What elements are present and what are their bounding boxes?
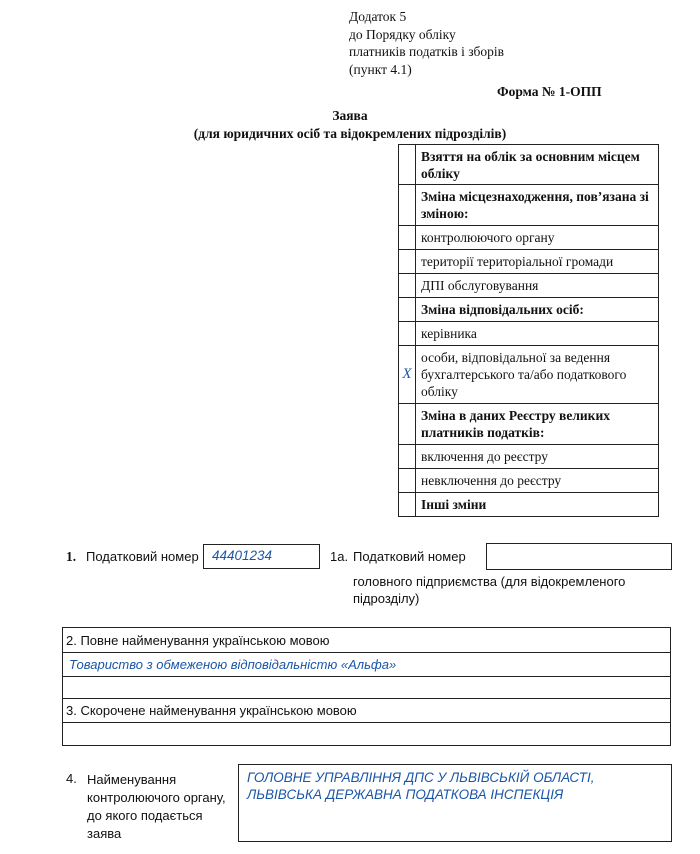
option-checkbox[interactable] xyxy=(399,185,416,226)
form-subtitle: (для юридичних осіб та відокремлених підрозділів) xyxy=(193,126,507,141)
field4-label-3: до якого подається xyxy=(87,808,203,823)
option-label: ДПІ обслуговування xyxy=(416,274,659,298)
tax-number-field[interactable] xyxy=(203,544,320,569)
option-label: включення до реєстру xyxy=(416,445,659,469)
option-label: керівника xyxy=(416,322,659,346)
option-checkbox[interactable] xyxy=(399,493,416,517)
field1-label: Податковий номер xyxy=(86,549,199,564)
appendix-line-3: платників податків і зборів xyxy=(349,44,505,59)
form-title: Заява xyxy=(332,108,368,123)
option-checkbox[interactable] xyxy=(399,322,416,346)
short-name-field[interactable] xyxy=(62,722,671,746)
field3-label-row xyxy=(62,698,671,723)
appendix-line-4: (пункт 4.1) xyxy=(349,61,412,77)
option-checkbox[interactable] xyxy=(399,274,416,298)
field3-label: 3. Скорочене найменування українською мовою xyxy=(66,703,357,718)
full-name-field[interactable] xyxy=(62,652,671,677)
tax-number-value: 44401234 xyxy=(212,548,273,563)
option-label: Зміна в даних Реєстру великих платників податків: xyxy=(416,404,659,445)
field4-label-4: заява xyxy=(87,826,122,841)
field1-number: 1. xyxy=(66,549,77,564)
option-row xyxy=(399,145,659,185)
head-tax-number-field[interactable] xyxy=(486,543,672,570)
option-label: Інші зміни xyxy=(416,493,659,517)
field4-number: 4. xyxy=(66,771,77,786)
field4-label xyxy=(87,771,226,843)
option-label: особи, відповідальної за ведення бухгалтерського та/або податкового обліку xyxy=(416,346,659,404)
appendix-line-2: до Порядку обліку xyxy=(349,26,456,42)
change-type-table xyxy=(398,144,659,517)
option-checkbox[interactable]: X xyxy=(399,346,416,404)
field1a-label: Податковий номер xyxy=(353,549,466,564)
field1a-note-2: підрозділу) xyxy=(353,591,420,606)
option-row xyxy=(399,250,659,274)
field1a-number: 1а. xyxy=(330,549,349,564)
field4-label-2: контролюючого органу, xyxy=(87,790,226,805)
option-row xyxy=(399,404,659,445)
option-checkbox[interactable] xyxy=(399,469,416,493)
option-checkbox[interactable] xyxy=(399,404,416,445)
option-row xyxy=(399,226,659,250)
option-label: території територіальної громади xyxy=(416,250,659,274)
field2-label: 2. Повне найменування українською мовою xyxy=(66,633,330,648)
tax-authority-value xyxy=(247,769,594,803)
field4-label-1: Найменування xyxy=(87,772,177,787)
option-label: Взяття на облік за основним місцем обліку xyxy=(416,145,659,185)
option-checkbox[interactable] xyxy=(399,226,416,250)
option-row xyxy=(399,185,659,226)
tax-authority-field[interactable] xyxy=(238,764,672,842)
option-row xyxy=(399,274,659,298)
form-number: Форма № 1-ОПП xyxy=(497,84,602,99)
full-name-extra-line[interactable] xyxy=(62,676,671,699)
option-row xyxy=(399,469,659,493)
appendix-header xyxy=(349,8,504,78)
option-label: Зміна місцезнаходження, пов’язана зі зміною: xyxy=(416,185,659,226)
option-label: невключення до реєстру xyxy=(416,469,659,493)
option-row xyxy=(399,346,659,404)
option-row xyxy=(399,445,659,469)
option-checkbox[interactable] xyxy=(399,445,416,469)
tax-authority-value-2: ЛЬВІВСЬКА ДЕРЖАВНА ПОДАТКОВА ІНСПЕКЦІЯ xyxy=(247,787,564,802)
appendix-line-1: Додаток 5 xyxy=(349,9,407,24)
option-checkbox[interactable] xyxy=(399,298,416,322)
option-label: Зміна відповідальних осіб: xyxy=(416,298,659,322)
field2-label-row xyxy=(62,627,671,653)
option-label: контролюючого органу xyxy=(416,226,659,250)
option-row xyxy=(399,298,659,322)
option-checkbox[interactable] xyxy=(399,145,416,185)
option-checkbox[interactable] xyxy=(399,250,416,274)
option-row xyxy=(399,322,659,346)
option-row xyxy=(399,493,659,517)
full-name-value: Товариство з обмеженою відповідальністю «Альфа» xyxy=(69,657,397,672)
tax-authority-value-1: ГОЛОВНЕ УПРАВЛІННЯ ДПС У ЛЬВІВСЬКІЙ ОБЛАСТІ, xyxy=(247,770,595,785)
field1a-note-1: головного підприємства (для відокремленого xyxy=(353,574,626,589)
